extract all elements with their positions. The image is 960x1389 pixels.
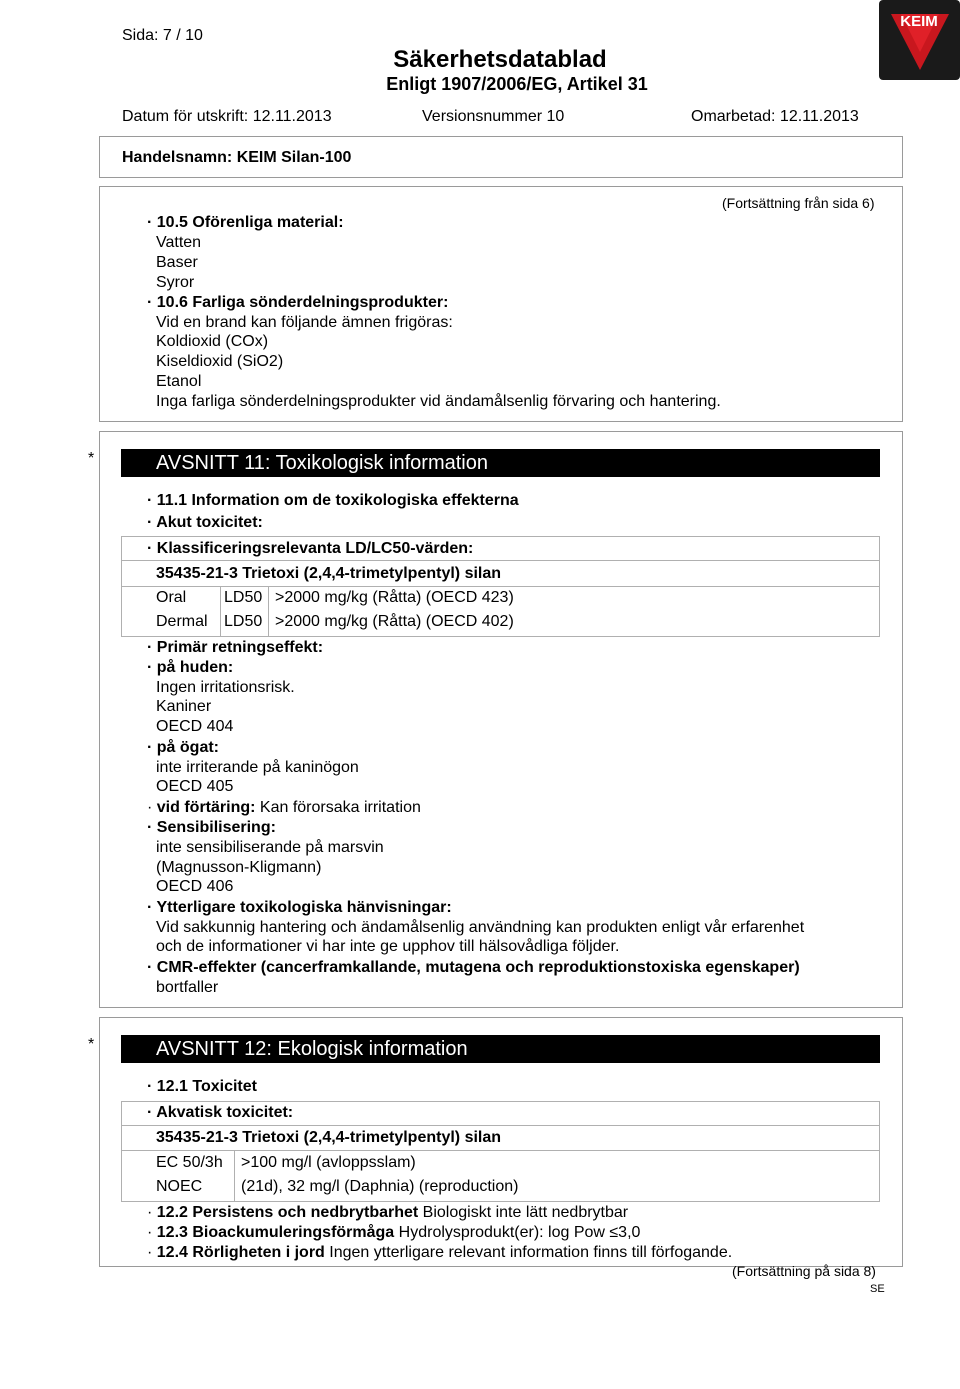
substance-name: 35435-21-3 Trietoxi (2,4,4-trimetylpentyl) silan [156,1129,502,1146]
cmr-text: bortfaller [156,979,219,996]
s105-item: Syror [156,274,195,291]
continued-to: (Fortsättning på sida 8) [732,1263,876,1279]
value-cell: >2000 mg/kg (Råtta) (OECD 423) [275,589,514,606]
value-cell: (21d), 32 mg/l (Daphnia) (reproduction) [241,1178,519,1195]
soil-mobility: · 12.4 Rörligheten i jord Ingen ytterligare relevant information finns till förfogande. [147,1244,733,1261]
route-cell: Oral [156,589,187,606]
s105-title: · 10.5 Oförenliga material: [147,214,344,231]
section11-heading: AVSNITT 11: Toxikologisk information [121,449,880,477]
param-cell: EC 50/3h [156,1154,223,1171]
ingestion: · vid förtäring: Kan förorsaka irritation [147,799,421,816]
eye-line: inte irriterande på kaninögon [156,759,359,776]
table-divider [121,560,880,561]
s106-line: Kiseldioxid (SiO2) [156,353,284,370]
skin-label: · på huden: [147,659,234,676]
bioaccumulation: · 12.3 Bioackumuleringsförmåga Hydrolysprodukt(er): log Pow ≤3,0 [147,1224,641,1241]
revised-date: Omarbetad: 12.11.2013 [691,108,859,125]
s106-line: Inga farliga sönderdelningsprodukter vid ändamålsenlig förvaring och hantering. [156,393,721,410]
version-number: Versionsnummer 10 [422,108,565,125]
primary-irritation-label: · Primär retningseffekt: [147,639,324,656]
s106-title: · 10.6 Farliga sönderdelningsprodukter: [147,294,449,311]
skin-line: OECD 404 [156,718,234,735]
continued-from: (Fortsättning från sida 6) [722,195,875,211]
document-title: Säkerhetsdatablad [393,46,607,73]
sensitisation-label: · Sensibilisering: [147,819,276,836]
s106-line: Vid en brand kan följande ämnen frigöras: [156,314,453,331]
table-divider [121,586,880,587]
page-number: Sida: 7 / 10 [122,27,203,44]
eye-line: OECD 405 [156,778,234,795]
param-cell: NOEC [156,1178,203,1195]
eye-label: · på ögat: [147,739,219,756]
further-info-line: Vid sakkunnig hantering och ändamålsenlig användning kan produkten enligt vår erfarenhet [156,919,805,936]
table-divider [234,1150,235,1202]
s105-item: Baser [156,254,198,271]
sensitisation-line: (Magnusson-Kligmann) [156,859,322,876]
value-cell: >2000 mg/kg (Råtta) (OECD 402) [275,613,514,630]
table-divider [121,1125,880,1126]
s111-title: · 11.1 Information om de toxikologiska effekterna [147,492,519,509]
value-cell: >100 mg/l (avloppsslam) [241,1154,416,1171]
sensitisation-line: inte sensibiliserande på marsvin [156,839,384,856]
print-date: Datum för utskrift: 12.11.2013 [122,108,332,125]
aquatic-label: · Akvatisk toxicitet: [147,1104,294,1121]
persistence: · 12.2 Persistens och nedbrytbarhet Biologiskt inte lätt nedbrytbar [147,1204,629,1221]
keim-logo [879,0,960,80]
table-divider [268,586,269,637]
s105-item: Vatten [156,234,202,251]
classification-label: · Klassificeringsrelevanta LD/LC50-värden: [147,540,474,557]
trade-name: Handelsnamn: KEIM Silan-100 [122,149,352,166]
cmr-label: · CMR-effekter (cancerframkallande, mutagena och reproduktionstoxiska egenskaper) [147,959,800,976]
skin-line: Ingen irritationsrisk. [156,679,295,696]
document-subtitle: Enligt 1907/2006/EG, Artikel 31 [386,74,648,94]
language-code: SE [870,1283,885,1295]
substance-name: 35435-21-3 Trietoxi (2,4,4-trimetylpentyl) silan [156,565,502,582]
change-marker: * [88,450,95,467]
change-marker: * [88,1036,95,1053]
svg-text:KEIM: KEIM [900,13,938,30]
further-info-line: och de informationer vi har inte ge upphov till hälsovådliga följder. [156,938,620,955]
s121-title: · 12.1 Toxicitet [147,1078,257,1095]
route-cell: Dermal [156,613,208,630]
table-divider [220,586,221,637]
type-cell: LD50 [224,589,263,606]
acute-toxicity-label: · Akut toxicitet: [147,514,263,531]
skin-line: Kaniner [156,698,212,715]
section12-heading: AVSNITT 12: Ekologisk information [121,1035,880,1063]
s106-line: Etanol [156,373,202,390]
s106-line: Koldioxid (COx) [156,333,269,350]
sensitisation-line: OECD 406 [156,878,234,895]
type-cell: LD50 [224,613,263,630]
further-info-label: · Ytterligare toxikologiska hänvisningar: [147,899,452,916]
